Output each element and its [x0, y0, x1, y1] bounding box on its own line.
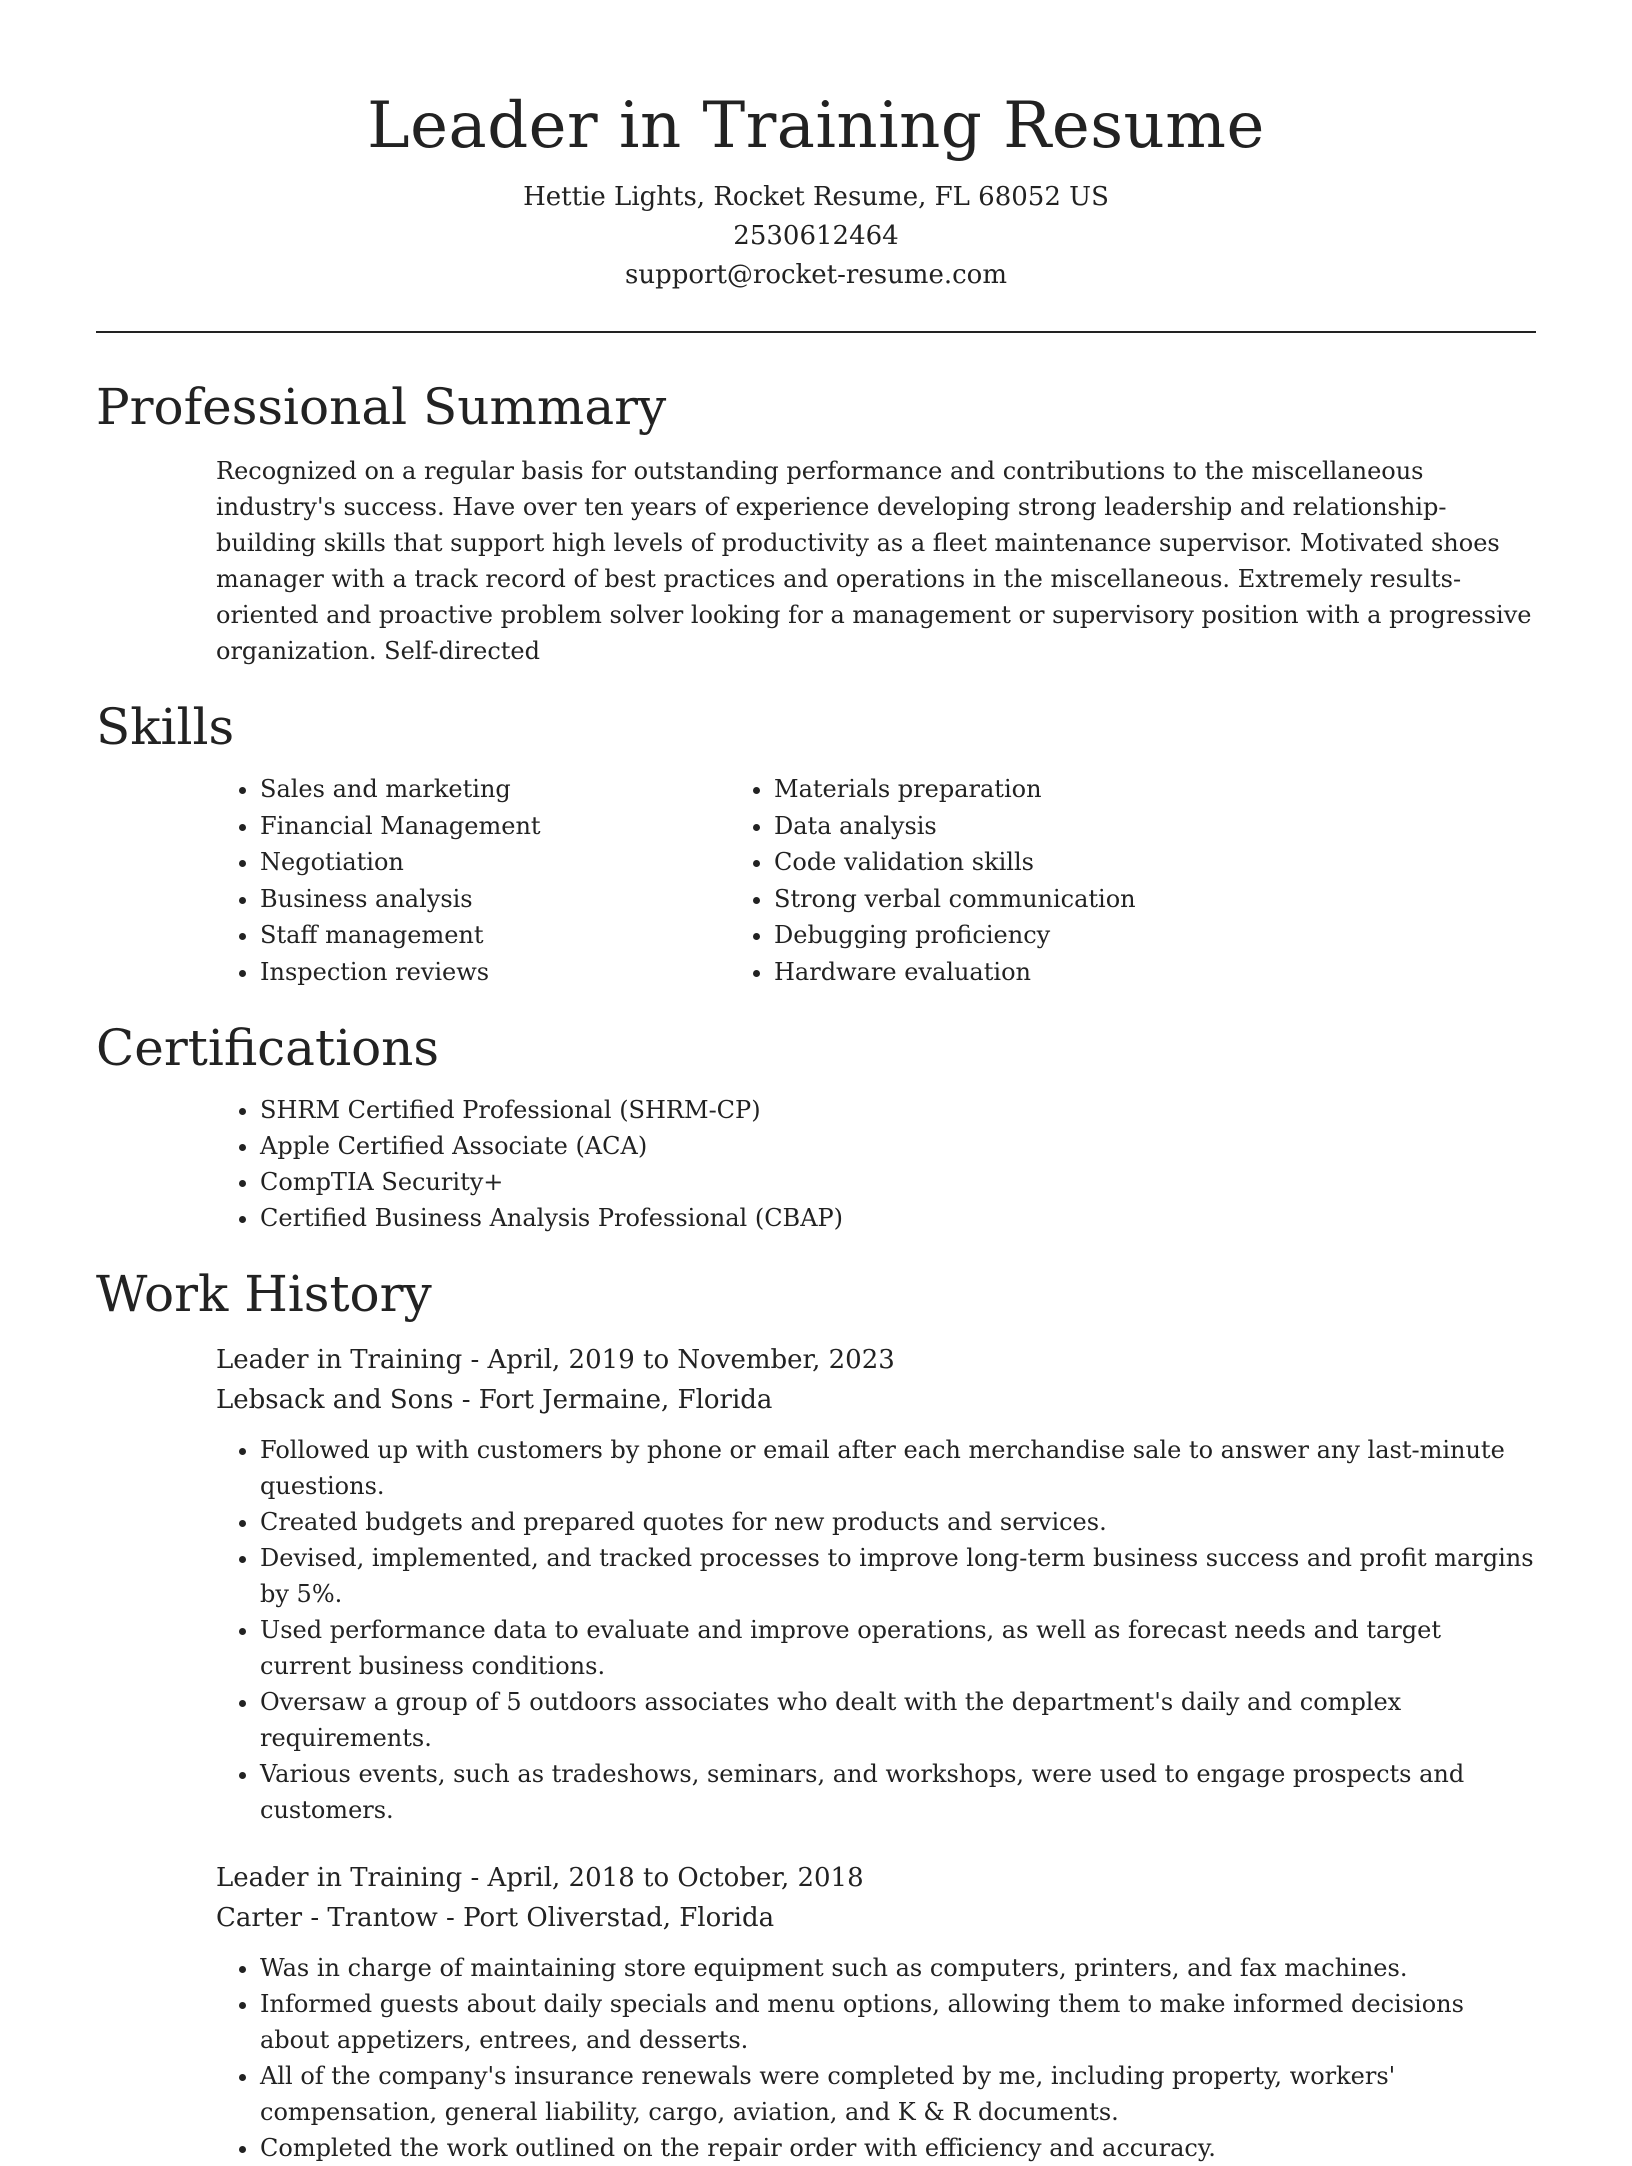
skill-item: • Inspection reviews — [260, 954, 746, 991]
contact-block — [96, 178, 1536, 295]
job-bullets — [216, 1950, 1536, 2166]
job-title-line: Leader in Training - April, 2018 to October, 2018 — [216, 1863, 864, 1893]
contact-phone: 2530612464 — [733, 221, 899, 251]
certifications-section — [96, 1016, 1536, 1236]
job-bullet: • Followed up with customers by phone or email after each merchandise sale to answer any last-minute questions. — [260, 1432, 1536, 1504]
skill-item: • Materials preparation — [774, 771, 1260, 808]
job-bullet: • Devised, implemented, and tracked processes to improve long-term business success and profit margins by 5%. — [260, 1540, 1536, 1612]
job-bullet: • Was in charge of maintaining store equipment such as computers, printers, and fax machines. — [260, 1950, 1536, 1986]
contact-email: support@rocket-resume.com — [624, 260, 1007, 290]
summary-section — [96, 375, 1536, 669]
summary-text: Recognized on a regular basis for outstanding performance and contributions to the miscellaneous industry's success. Have over ten years of experience developing strong leadership and relationship-building skills that support high levels of productivity as a fleet maintenance supervisor. Motivated shoes manager with a track record of best practices and operations in the miscellaneous. Extremely results-oriented and proactive problem solver looking for a management or supervisory position with a progressive organization. Self-directed — [216, 457, 1532, 665]
job-bullet: • Oversaw a group of 5 outdoors associates who dealt with the department's daily and complex requirements. — [260, 1684, 1536, 1756]
skills-heading: Skills — [96, 698, 235, 756]
skill-item: • Data analysis — [774, 808, 1260, 845]
contact-address: Hettie Lights, Rocket Resume, FL 68052 US — [523, 182, 1109, 212]
skill-item: • Debugging proficiency — [774, 917, 1260, 954]
job-entry — [216, 1858, 1536, 2166]
certification-item: • Certified Business Analysis Professional (CBAP) — [260, 1200, 1536, 1236]
resume-header — [96, 0, 1536, 295]
header-divider — [96, 331, 1536, 333]
skills-section — [96, 695, 1536, 990]
skill-item: • Negotiation — [260, 844, 746, 881]
skills-columns — [96, 771, 1536, 990]
work-history-heading: Work History — [96, 1265, 432, 1323]
certification-item: • Apple Certified Associate (ACA) — [260, 1128, 1536, 1164]
job-bullet: • Various events, such as tradeshows, seminars, and workshops, were used to engage prospects and customers. — [260, 1756, 1536, 1828]
skill-item: • Staff management — [260, 917, 746, 954]
skill-item: • Sales and marketing — [260, 771, 746, 808]
resume-page — [96, 0, 1536, 2166]
job-title-line: Leader in Training - April, 2019 to November, 2023 — [216, 1345, 895, 1375]
certification-item: • SHRM Certified Professional (SHRM-CP) — [260, 1092, 1536, 1128]
summary-heading: Professional Summary — [96, 378, 667, 436]
job-bullet: • Informed guests about daily specials and menu options, allowing them to make informed decisions about appetizers, entrees, and desserts. — [260, 1986, 1536, 2058]
skill-item: • Hardware evaluation — [774, 954, 1260, 991]
certifications-heading: Certifications — [96, 1019, 440, 1077]
job-bullets — [216, 1432, 1536, 1828]
job-bullet: • All of the company's insurance renewals were completed by me, including property, workers' compensation, general liability, cargo, aviation, and K & R documents. — [260, 2058, 1536, 2130]
skills-list-left — [96, 771, 746, 990]
job-company-line: Lebsack and Sons - Fort Jermaine, Florida — [216, 1385, 773, 1415]
job-company-line: Carter - Trantow - Port Oliverstad, Florida — [216, 1903, 775, 1933]
job-bullet: • Created budgets and prepared quotes for new products and services. — [260, 1504, 1536, 1540]
job-bullet: • Used performance data to evaluate and improve operations, as well as forecast needs and target current business conditions. — [260, 1612, 1536, 1684]
page-title: Leader in Training Resume — [367, 89, 1265, 163]
skill-item: • Code validation skills — [774, 844, 1260, 881]
certifications-list — [96, 1092, 1536, 1236]
certification-item: • CompTIA Security+ — [260, 1164, 1536, 1200]
job-bullet: • Completed the work outlined on the repair order with efficiency and accuracy. — [260, 2130, 1536, 2166]
skills-list-right — [746, 771, 1260, 990]
skill-item: • Strong verbal communication — [774, 881, 1260, 918]
work-history-section — [96, 1262, 1536, 2166]
skill-item: • Business analysis — [260, 881, 746, 918]
skill-item: • Financial Management — [260, 808, 746, 845]
job-entry — [216, 1340, 1536, 1828]
